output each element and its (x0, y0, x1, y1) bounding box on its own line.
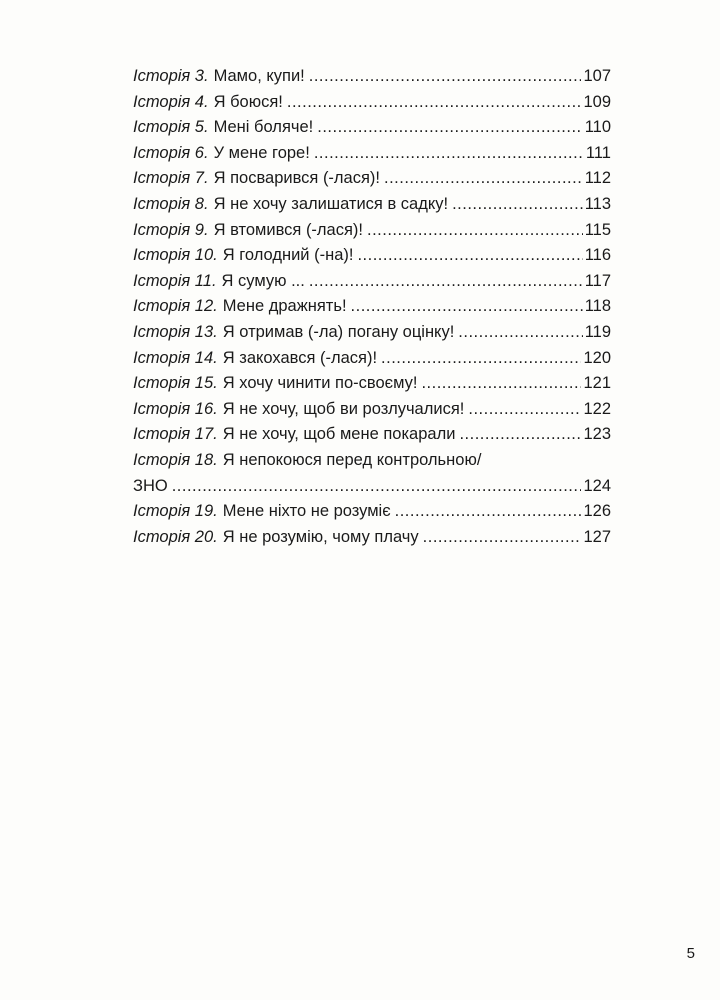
toc-page-number: 110 (584, 118, 611, 137)
toc-leader-dots (452, 192, 583, 218)
toc-entry-13[interactable] (133, 320, 611, 346)
toc-title: Я втомився (-лася)! (213, 220, 363, 239)
toc-page-number: 127 (583, 527, 611, 546)
toc-story-label: Історія 13. (133, 322, 218, 341)
table-of-contents (133, 64, 611, 550)
toc-leader-dots (317, 115, 582, 141)
toc-leader-dots (395, 499, 582, 525)
toc-page-number: 116 (584, 246, 611, 265)
toc-leader-dots (314, 141, 584, 167)
toc-entry-10[interactable] (133, 243, 611, 269)
toc-story-label: Історія 14. (133, 348, 218, 367)
toc-story-label: Історія 19. (133, 502, 218, 521)
toc-title: Мамо, купи! (213, 67, 305, 85)
toc-page-number: 123 (583, 425, 611, 444)
toc-title: Я боюся! (213, 92, 283, 111)
page-number: 5 (686, 945, 695, 962)
toc-leader-dots (459, 422, 581, 448)
toc-story-label: Історія 10. (133, 246, 218, 265)
toc-entry-6[interactable] (133, 141, 611, 167)
toc-title: Я не хочу залишатися в садку! (213, 194, 449, 213)
toc-leader-dots (423, 525, 582, 551)
toc-story-label: Історія 12. (133, 297, 218, 316)
toc-entry-18-continued[interactable] (133, 474, 611, 500)
toc-entry-3[interactable] (133, 64, 611, 90)
toc-entry-14[interactable] (133, 346, 611, 372)
toc-page-number: 126 (583, 502, 611, 521)
toc-title: Я отримав (-ла) погану оцінку! (222, 322, 455, 341)
toc-page-number: 111 (585, 143, 611, 162)
toc-story-label: Історія 4. (133, 92, 209, 111)
toc-entry-19[interactable] (133, 499, 611, 525)
toc-story-label: Історія 9. (133, 220, 209, 239)
toc-page-number: 117 (584, 271, 611, 290)
toc-entry-17[interactable] (133, 422, 611, 448)
toc-page-number: 115 (584, 220, 611, 239)
toc-story-label: Історія 8. (133, 194, 209, 213)
toc-title: Я не хочу, щоб ви розлучалися! (222, 399, 465, 418)
toc-story-label: Історія 7. (133, 169, 209, 188)
toc-story-label: Історія 17. (133, 425, 218, 444)
toc-leader-dots (357, 243, 582, 269)
toc-story-label: Історія 3. (133, 67, 209, 85)
toc-leader-dots (351, 294, 583, 320)
toc-page-number: 119 (584, 322, 611, 341)
toc-title-continued: ЗНО (133, 476, 168, 495)
toc-story-label: Історія 20. (133, 527, 218, 546)
toc-leader-dots (172, 474, 582, 500)
toc-entry-9[interactable] (133, 218, 611, 244)
toc-leader-dots (309, 269, 583, 295)
toc-entry-18[interactable] (133, 448, 611, 474)
toc-title: Мені боляче! (213, 118, 314, 137)
toc-leader-dots (381, 346, 581, 372)
toc-title: Я посварився (-лася)! (213, 169, 380, 188)
toc-title: Я непокоюся перед контрольною/ (222, 450, 482, 469)
toc-page-number: 113 (584, 194, 611, 213)
toc-leader-dots (309, 64, 582, 90)
toc-story-label: Історія 18. (133, 450, 218, 469)
toc-page-number: 109 (583, 92, 611, 111)
toc-title: Я сумую ... (221, 271, 305, 290)
toc-leader-dots (384, 166, 583, 192)
toc-leader-dots (287, 90, 582, 116)
toc-entry-16[interactable] (133, 397, 611, 423)
toc-title: Я не хочу, щоб мене покарали (222, 425, 456, 444)
toc-page-number: 124 (583, 476, 611, 495)
toc-story-label: Історія 11. (133, 271, 217, 290)
toc-leader-dots (421, 371, 581, 397)
toc-story-label: Історія 6. (133, 143, 209, 162)
toc-page-number: 112 (584, 169, 611, 188)
toc-title: Мене дражнять! (222, 297, 347, 316)
toc-entry-20[interactable] (133, 525, 611, 551)
toc-entry-5[interactable] (133, 115, 611, 141)
toc-title: Я закохався (-лася)! (222, 348, 378, 367)
toc-entry-15[interactable] (133, 371, 611, 397)
toc-entry-11[interactable] (133, 269, 611, 295)
toc-story-label: Історія 16. (133, 399, 218, 418)
toc-title: Я голодний (-на)! (222, 246, 354, 265)
toc-title: Я хочу чинити по-своєму! (222, 374, 418, 393)
toc-story-label: Історія 5. (133, 118, 209, 137)
toc-title: У мене горе! (213, 143, 310, 162)
toc-page-number: 121 (583, 374, 611, 393)
toc-story-label: Історія 15. (133, 374, 218, 393)
toc-page-number: 118 (584, 297, 611, 316)
toc-title: Мене ніхто не розуміє (222, 502, 391, 521)
toc-leader-dots (367, 218, 583, 244)
toc-entry-7[interactable] (133, 166, 611, 192)
toc-leader-dots (458, 320, 582, 346)
toc-page-number: 120 (583, 348, 611, 367)
toc-leader-dots (468, 397, 581, 423)
toc-page-number: 107 (583, 67, 611, 85)
toc-entry-4[interactable] (133, 90, 611, 116)
toc-entry-12[interactable] (133, 294, 611, 320)
toc-entry-8[interactable] (133, 192, 611, 218)
toc-title: Я не розумію, чому плачу (222, 527, 419, 546)
toc-page-number: 122 (583, 399, 611, 418)
